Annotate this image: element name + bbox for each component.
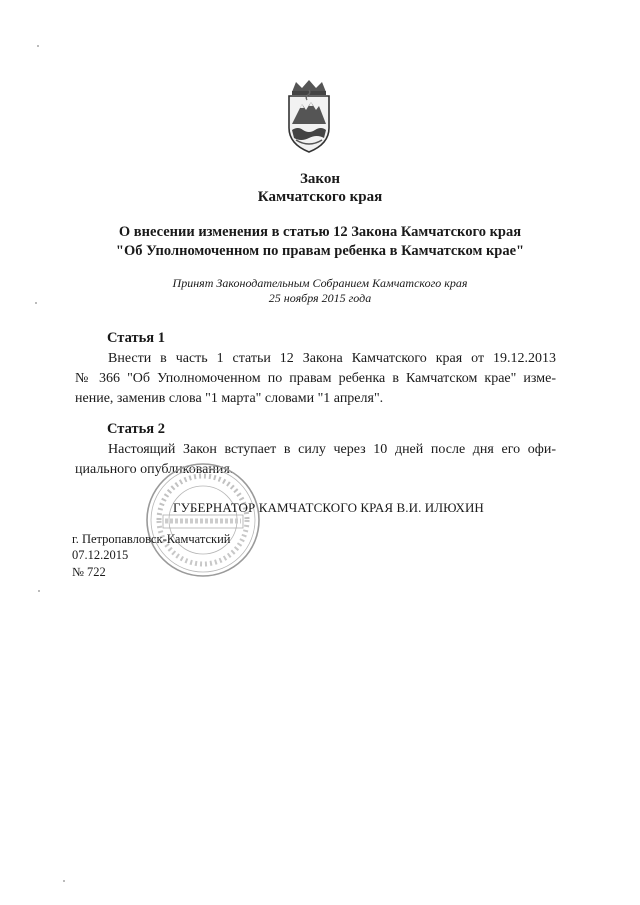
article-1-line: нение, заменив слова "1 марта" словами "1 апреля". bbox=[75, 391, 384, 406]
scan-speck bbox=[63, 880, 65, 882]
document-type-title: Закон bbox=[299, 171, 340, 187]
law-number: № 722 bbox=[72, 565, 106, 579]
adoption-body: Принят Законодательным Собранием Камчатского края bbox=[172, 276, 468, 290]
issuing-region-title: Камчатского края bbox=[257, 189, 383, 205]
signing-date: 07.12.2015 bbox=[72, 548, 129, 562]
law-subject-line-1: О внесении изменения в статью 12 Закона Камчатского края bbox=[118, 224, 522, 240]
article-2-line: Настоящий Закон вступает в силу через 10 дней после дня его офи- bbox=[108, 442, 556, 457]
article-1-heading: Статья 1 bbox=[107, 330, 165, 346]
article-1-text bbox=[75, 349, 556, 409]
article-2-heading: Статья 2 bbox=[107, 421, 165, 437]
adoption-date: 25 ноября 2015 года bbox=[268, 291, 372, 305]
article-2-line: циального опубликования. bbox=[75, 462, 234, 477]
article-1-line: № 366 "Об Уполномоченном по правам ребенка в Камчатском крае" изме- bbox=[75, 371, 556, 386]
scan-speck bbox=[38, 590, 40, 592]
official-seal-stamp bbox=[143, 460, 263, 580]
scan-speck bbox=[35, 302, 37, 304]
coat-of-arms-emblem bbox=[284, 78, 334, 156]
signing-city: г. Петропавловск-Камчатский bbox=[72, 532, 231, 546]
scan-speck bbox=[37, 45, 39, 47]
governor-signature-line: ГУБЕРНАТОР КАМЧАТСКОГО КРАЯ В.И. ИЛЮХИН bbox=[173, 500, 484, 515]
article-1-line: Внести в часть 1 статьи 12 Закона Камчатского края от 19.12.2013 bbox=[108, 351, 556, 366]
law-subject-line-2: "Об Уполномоченном по правам ребенка в Камчатском крае" bbox=[115, 243, 525, 259]
